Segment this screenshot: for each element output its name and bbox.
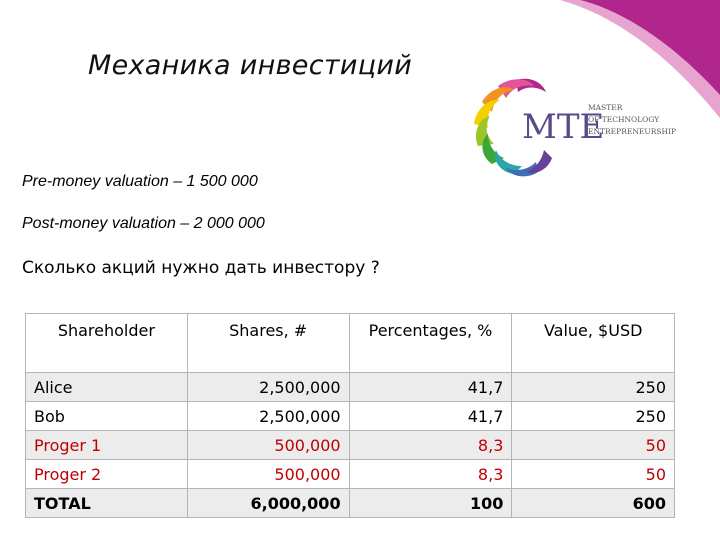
cell-pct: 41,7 bbox=[349, 402, 512, 431]
cell-value: 250 bbox=[512, 402, 675, 431]
cell-pct: 8,3 bbox=[349, 431, 512, 460]
header-shareholder: Shareholder bbox=[26, 314, 188, 373]
cell-shares: 2,500,000 bbox=[187, 402, 349, 431]
cell-name: TOTAL bbox=[26, 489, 188, 518]
cell-pct: 8,3 bbox=[349, 460, 512, 489]
question-text: Сколько акций нужно дать инвестору ? bbox=[22, 258, 380, 278]
table-row bbox=[26, 431, 675, 460]
cell-pct: 41,7 bbox=[349, 373, 512, 402]
table-row bbox=[26, 373, 675, 402]
slide-title: Механика инвестиций bbox=[88, 50, 413, 81]
svg-text:MASTER: MASTER bbox=[588, 103, 623, 112]
pre-money-text: Pre-money valuation – 1 500 000 bbox=[22, 173, 258, 190]
cell-shares: 500,000 bbox=[187, 431, 349, 460]
table-row bbox=[26, 402, 675, 431]
cell-value: 600 bbox=[512, 489, 675, 518]
header-percentages: Percentages, % bbox=[349, 314, 512, 373]
post-money-text: Post-money valuation – 2 000 000 bbox=[22, 215, 265, 232]
cell-pct: 100 bbox=[349, 489, 512, 518]
cell-name: Alice bbox=[26, 373, 188, 402]
cell-name: Proger 2 bbox=[26, 460, 188, 489]
cell-shares: 2,500,000 bbox=[187, 373, 349, 402]
cell-name: Bob bbox=[26, 402, 188, 431]
svg-text:OF TECHNOLOGY: OF TECHNOLOGY bbox=[588, 115, 660, 124]
cell-name: Proger 1 bbox=[26, 431, 188, 460]
table-total-row bbox=[26, 489, 675, 518]
shareholder-table bbox=[25, 313, 675, 518]
cell-shares: 6,000,000 bbox=[187, 489, 349, 518]
cell-value: 50 bbox=[512, 460, 675, 489]
cell-value: 250 bbox=[512, 373, 675, 402]
svg-text:MTE: MTE bbox=[522, 107, 605, 147]
header-value: Value, $USD bbox=[512, 314, 675, 373]
cell-shares: 500,000 bbox=[187, 460, 349, 489]
table-header-row bbox=[26, 314, 675, 373]
header-shares: Shares, # bbox=[187, 314, 349, 373]
mte-logo bbox=[468, 72, 688, 182]
svg-text:ENTREPRENEURSHIP: ENTREPRENEURSHIP bbox=[588, 127, 677, 136]
cell-value: 50 bbox=[512, 431, 675, 460]
table-row bbox=[26, 460, 675, 489]
